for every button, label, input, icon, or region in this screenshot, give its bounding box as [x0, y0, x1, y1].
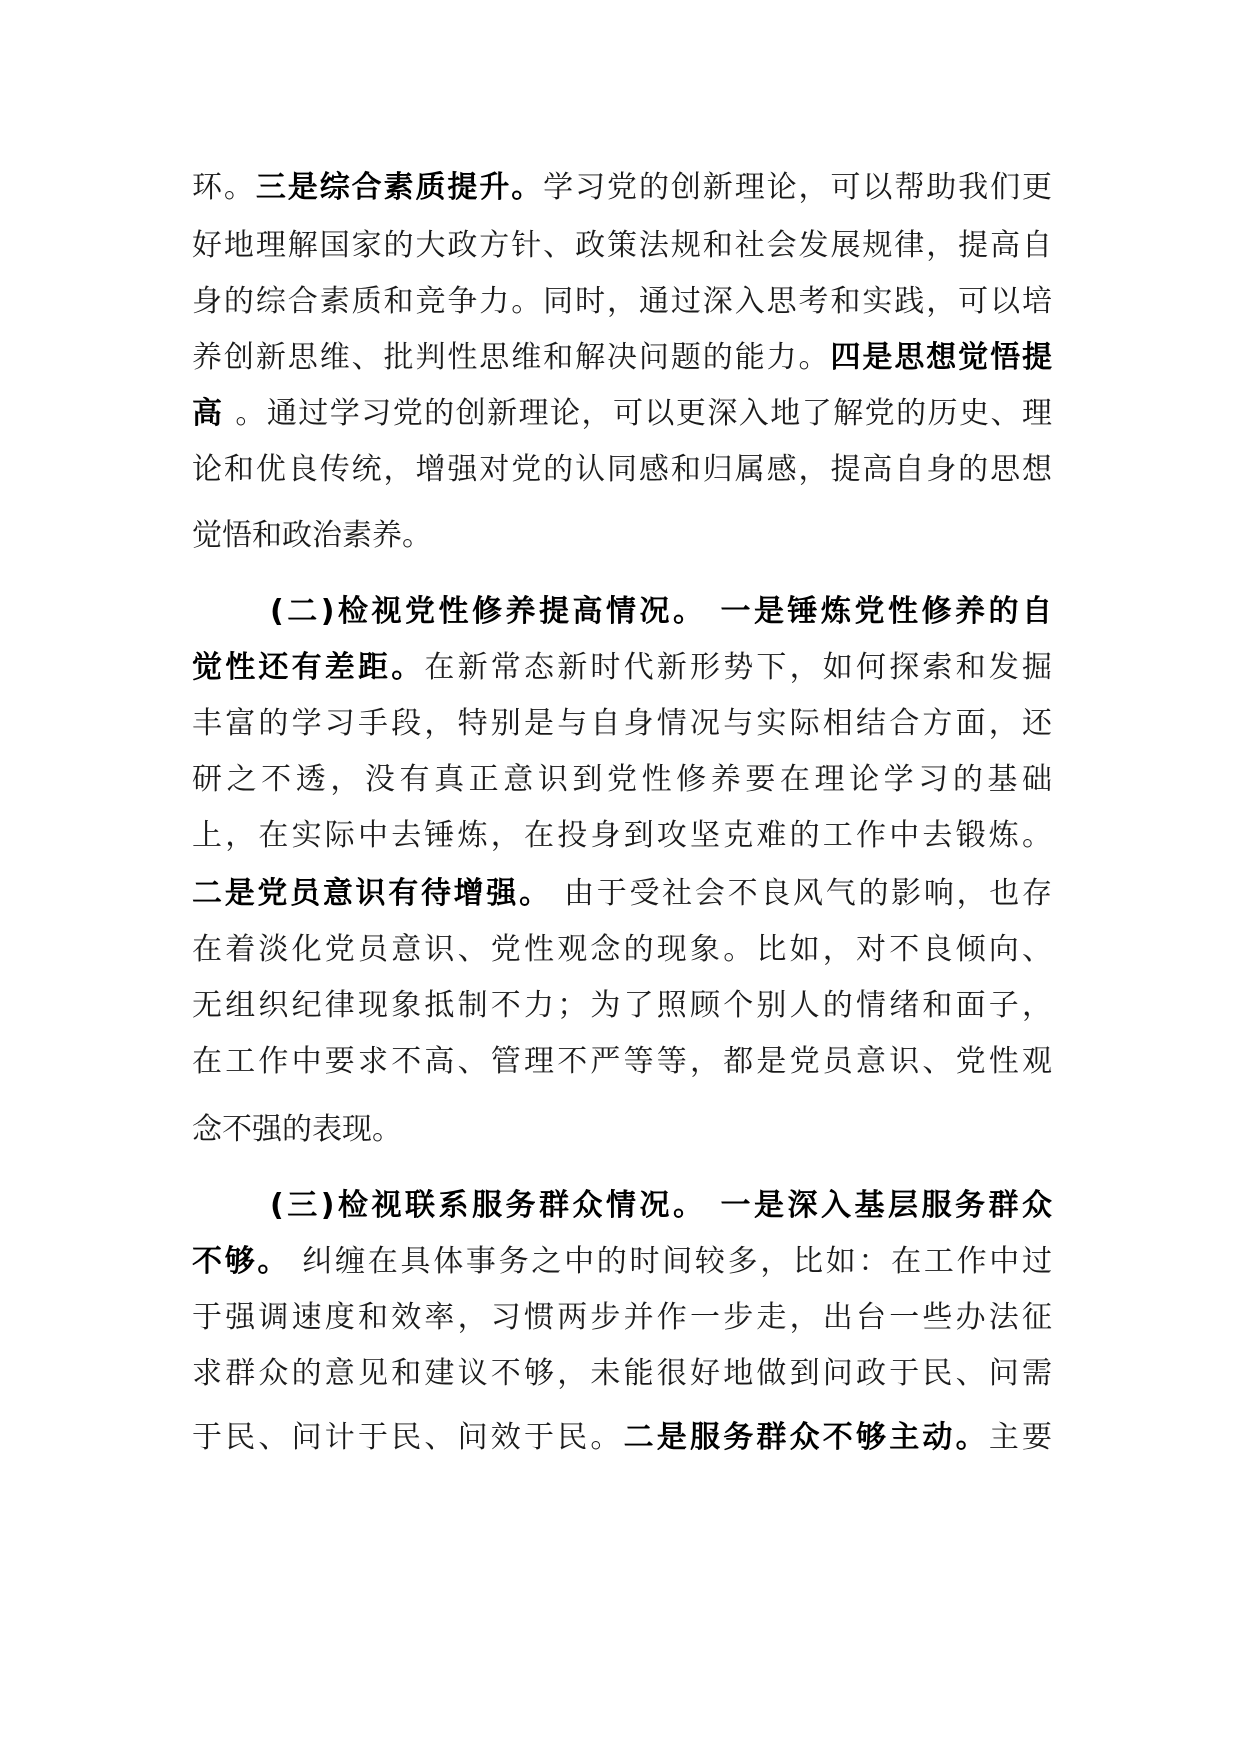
text-line [192, 442, 1052, 498]
text-segment: 由于受社会不良风气的影响，也存 [551, 876, 1052, 911]
bold-heading-segment: 三是综合素质提升。 [255, 170, 544, 205]
text-line [192, 752, 1052, 808]
section-heading: (三)检视联系服务群众情况。 一是深入基层服务群众 [270, 1188, 1052, 1223]
bold-heading-segment: 高 [192, 396, 236, 431]
text-line [192, 808, 1052, 864]
text-line [192, 640, 1052, 696]
text-segment: 论和优良传统，增强对党的认同感和归属感，提高自身的思想 [192, 452, 1052, 487]
text-segment: 在工作中要求不高、管理不严等等，都是党员意识、党性观 [192, 1044, 1052, 1079]
text-segment: 无组织纪律现象抵制不力；为了照顾个别人的情绪和面子， [192, 988, 1052, 1023]
text-line [192, 1410, 1052, 1466]
text-segment: 上，在实际中去锤炼，在投身到攻坚克难的工作中去锻炼。 [192, 818, 1052, 853]
text-line [192, 978, 1052, 1034]
text-segment: 在着淡化党员意识、党性观念的现象。比如，对不良倾向、 [192, 932, 1052, 967]
text-line [192, 386, 1052, 442]
section-heading-line [270, 584, 1052, 640]
text-segment: 于民、问计于民、问效于民。 [192, 1420, 624, 1455]
section-heading-line [270, 1178, 1052, 1234]
text-segment: 在新常态新时代新形势下，如何探索和发掘 [424, 650, 1052, 685]
text-segment: 纠缠在具体事务之中的时间较多，比如：在工作中过 [290, 1244, 1052, 1279]
bold-heading-segment: 觉性还有差距。 [192, 650, 425, 685]
text-segment: 念不强的表现。 [192, 1112, 402, 1147]
text-segment: 于强调速度和效率，习惯两步并作一步走，出台一些办法征 [192, 1300, 1052, 1335]
text-line [192, 508, 1052, 564]
text-line [192, 1102, 1052, 1158]
text-segment: 。通过学习党的创新理论，可以更深入地了解党的历史、理 [235, 396, 1052, 431]
text-segment: 环。 [192, 170, 256, 205]
text-line [192, 866, 1052, 922]
text-line [192, 330, 1052, 386]
section-heading: (二)检视党性修养提高情况。 一是锤炼党性修养的自 [270, 594, 1052, 629]
text-line [192, 696, 1052, 752]
text-segment: 觉悟和政治素养。 [192, 518, 432, 553]
text-line [192, 1346, 1052, 1402]
text-line [192, 274, 1052, 330]
text-segment: 学习党的创新理论，可以帮助我们更 [543, 170, 1052, 205]
text-line [192, 160, 1052, 216]
text-line [192, 218, 1052, 274]
text-segment: 主要 [988, 1420, 1052, 1455]
text-segment: 身的综合素质和竞争力。同时，通过深入思考和实践，可以培 [192, 284, 1052, 319]
text-line [192, 1034, 1052, 1090]
bold-heading-segment: 二是党员意识有待增强。 [192, 876, 552, 911]
text-segment: 好地理解国家的大政方针、政策法规和社会发展规律，提高自 [192, 228, 1052, 263]
text-segment: 求群众的意见和建议不够，未能很好地做到问政于民、问需 [192, 1356, 1052, 1391]
text-line [192, 1290, 1052, 1346]
text-segment: 养创新思维、批判性思维和解决问题的能力。 [192, 340, 831, 375]
bold-heading-segment: 二是服务群众不够主动。 [623, 1420, 989, 1455]
bold-heading-segment: 不够。 [192, 1244, 291, 1279]
text-segment: 丰富的学习手段，特别是与自身情况与实际相结合方面，还 [192, 706, 1052, 741]
text-line [192, 922, 1052, 978]
text-line [192, 1234, 1052, 1290]
text-segment: 研之不透，没有真正意识到党性修养要在理论学习的基础 [192, 762, 1052, 797]
bold-heading-segment: 四是思想觉悟提 [830, 340, 1052, 375]
